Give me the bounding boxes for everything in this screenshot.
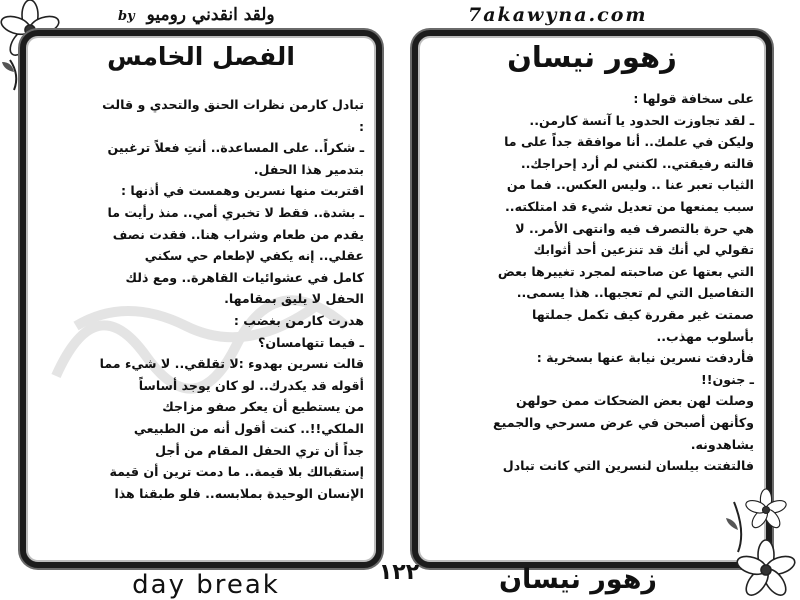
text-line: اقتربت منها نسرين وهمست في أذنها : xyxy=(120,183,364,199)
text-line: يشاهدونه. xyxy=(690,436,754,452)
text-line: صمتت غير مقررة كيف تكمل جملتها xyxy=(531,306,754,322)
flower-decoration-icon xyxy=(726,482,800,600)
text-line: على سخافة قولها : xyxy=(633,91,754,106)
author-credit xyxy=(118,5,368,27)
text-line: بتدمير هذا الحفل. xyxy=(253,161,364,177)
text-line: يقدم من طعام وشراب هنا.. فقدت نصف xyxy=(112,226,364,242)
text-line: أقوله قد يكدرك.. لو كان يوجد أساساً xyxy=(138,377,364,393)
book-title: زهور نيسان xyxy=(507,40,677,74)
chapter-title: الفصل الخامس xyxy=(107,42,295,71)
text-line: ـ شكراً.. على المساعدة.. أنتِ فعلاً ترغبين xyxy=(107,140,364,156)
text-line: قالته رفيقتي.. لكنني لم أرد إحراجك.. xyxy=(520,155,754,171)
text-line: التي بعتها عن صاحبته لمجرد تغييرها بعض xyxy=(497,263,754,279)
text-line: كامل في عشوائيات القاهرة.. ومع ذلك xyxy=(125,269,364,285)
text-line: ـ بشدة.. فقط لا تخبري أمي.. منذ رأيت ما xyxy=(107,204,364,220)
text-line: : xyxy=(358,118,364,134)
text-line: عقلي.. إنه يكفي لإطعام حي سكني xyxy=(144,248,364,264)
text-line: هدرت كارمن بغضب : xyxy=(233,312,364,328)
text-line: سبب يمنعها من تعديل شيء قد امتلكته.. xyxy=(505,198,754,214)
text-line: إستقبالك بلا قيمة.. ما دمت ترين أن قيمة xyxy=(109,464,364,480)
footer-book-title: زهور نيسان xyxy=(499,564,657,595)
text-line: جداً أن تري الحفل المقام من أجل xyxy=(155,442,364,458)
text-line: وصلت لهن بعض الضحكات ممن حولهن xyxy=(516,393,754,409)
text-line: قالت نسرين بهدوء :لا تقلقي.. لا شيء مما xyxy=(99,356,364,372)
text-line: ـ لقد تجاوزت الحدود يا آنسة كارمن.. xyxy=(529,112,754,128)
text-line: ـ جنون!! xyxy=(700,371,754,387)
text-line: وكأنهن أصبحن في عرض مسرحي والجميع xyxy=(493,414,754,430)
text-line: من يستطيع أن يعكر صفو مزاجك xyxy=(162,399,364,415)
right-page-panel xyxy=(412,30,772,568)
text-line: الحفل لا يليق بمقامها. xyxy=(224,291,364,307)
text-line: ـ فيما تتهامسان؟ xyxy=(258,334,364,350)
by-label: by xyxy=(118,9,135,24)
text-line: الملكي!!.. كنت أقول أنه من الطبيعي xyxy=(133,420,364,436)
left-page-text xyxy=(38,94,364,504)
text-line: هي حرة بالتصرف فيه وانتهى الأمر.. لا xyxy=(515,220,754,236)
text-line: التفاصيل التي لم تعجبها.. هذا يسمى.. xyxy=(516,285,754,301)
text-line: الثياب تعبر عنا .. وليس العكس.. فما من xyxy=(506,177,754,193)
page-number: ١٢٢ xyxy=(378,560,420,585)
right-page-text xyxy=(430,88,754,477)
footer-series-name: day break xyxy=(132,570,280,600)
text-line: تبادل كارمن نظرات الحنق والتحدي و قالت xyxy=(102,97,364,112)
site-name: 7akawyna.com xyxy=(468,4,648,26)
text-line: وليكن في علمك.. أنا موافقة جداً على ما xyxy=(504,134,754,150)
text-line: الإنسان الوحيدة بملابسه.. فلو طبقنا هذا xyxy=(114,485,364,501)
text-line: فأردفت نسرين نيابة عنها بسخرية : xyxy=(536,350,754,366)
text-line: تقولي لي أنك قد تنزعين أحد أثوابك xyxy=(533,242,754,258)
text-line: فالتفتت بيلسان لنسرين التي كانت تبادل xyxy=(502,458,754,474)
author-name: ولقد انقدني روميو xyxy=(146,5,275,25)
left-page-panel xyxy=(20,30,382,568)
text-line: بأسلوب مهذب.. xyxy=(656,328,754,344)
